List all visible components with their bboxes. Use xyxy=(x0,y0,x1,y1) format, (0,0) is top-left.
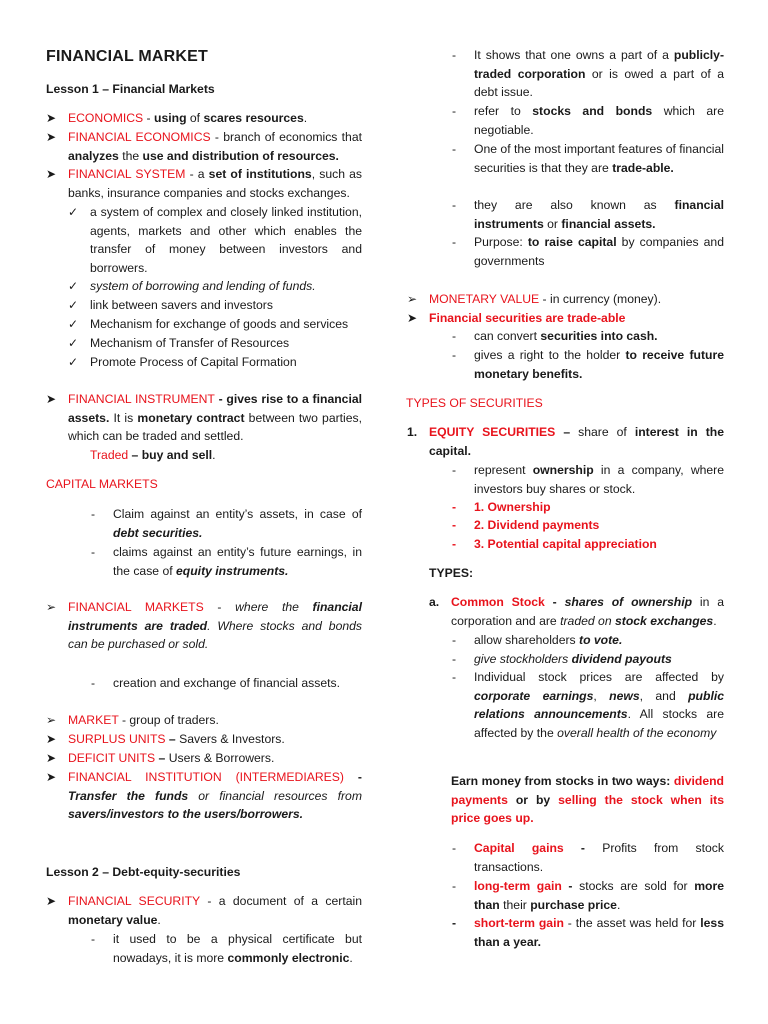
arrow-bullet-icon: ➤ xyxy=(46,770,57,784)
page-title: FINANCIAL MARKET xyxy=(46,48,209,65)
system-check-item: ✓ Mechanism for exchange of goods and services xyxy=(46,315,362,334)
types-heading: TYPES: xyxy=(429,566,474,580)
traded-line: Traded – buy and sell. xyxy=(90,448,216,462)
capital-dash-item: - claims against an entity’s future earnings, in the case of equity instruments. xyxy=(91,545,362,578)
check-icon: ✓ xyxy=(68,317,79,331)
arrow-bullet-icon: ➤ xyxy=(46,392,57,406)
surplus-units-item: ➤ SURPLUS UNITS – Savers & Investors. xyxy=(46,730,362,749)
system-check-item: ✓ link between savers and investors xyxy=(46,296,362,315)
arrow-bullet-icon: ➤ xyxy=(46,111,57,125)
deficit-units-item: ➤ DEFICIT UNITS – Users & Borrowers. xyxy=(46,749,362,768)
system-check-item: ✓ Mechanism of Transfer of Resources xyxy=(46,334,362,353)
arrow-bullet-icon: ➤ xyxy=(46,732,57,746)
equity-dash-item: - represent ownership in a company, where investors buy shares or stock. xyxy=(452,463,725,496)
financial-institution-item: ➤ FINANCIAL INSTITUTION (INTERMEDIARES) - Transfer the funds or financial resources from savers/investors to the users/borrowers. xyxy=(46,770,362,822)
common-stock-item: a. Common Stock - shares of ownership in a corporation and are traded on stock exchanges. xyxy=(429,595,724,628)
security-dash-item: - One of the most important features of financial securities is that they are trade-able. xyxy=(452,142,724,175)
financial-security-item: ➤ FINANCIAL SECURITY - a document of a certain monetary value. xyxy=(46,894,362,927)
security-dash-item: - It shows that one owns a part of a publicly-traded corporation or is owed a part of a debt issue. xyxy=(452,48,725,100)
arrow-bullet-icon: ➤ xyxy=(46,751,57,765)
financial-economics-item: ➤ FINANCIAL ECONOMICS - branch of economics that analyzes the use and distribution of resources. xyxy=(46,130,362,163)
capital-dash-item: - Claim against an entity’s assets, in case of debt securities. xyxy=(91,507,362,540)
capital-gains-item: - Capital gains - Profits from stock transactions. xyxy=(452,841,724,874)
lesson1-heading: Lesson 1 – Financial Markets xyxy=(46,82,215,96)
common-dash-item: - give stockholders dividend payouts xyxy=(452,652,672,666)
check-icon: ✓ xyxy=(68,205,79,219)
long-term-gain-item: - long-term gain - stocks are sold for more than their purchase price. xyxy=(452,879,724,912)
arrow-bullet-icon: ➤ xyxy=(46,167,57,181)
security-dash-item: - Purpose: to raise capital by companies and governments xyxy=(452,235,724,268)
equity-point: - 1. Ownership xyxy=(452,500,551,514)
system-check-item: ✓ a system of complex and closely linked institution, agents, markets and other which enables the transfer of money between investors and borrowers. xyxy=(68,205,362,275)
financial-instrument-item: ➤ FINANCIAL INSTRUMENT - gives rise to a financial assets. It is monetary contract between two parties, which can be traded and settled. xyxy=(46,392,363,444)
outline-arrow-bullet-icon: ➢ xyxy=(407,292,418,306)
security-dash-item: - refer to stocks and bonds which are negotiable. xyxy=(452,104,724,137)
system-check-item: ✓ Promote Process of Capital Formation xyxy=(46,353,362,372)
check-icon: ✓ xyxy=(68,279,79,293)
earn-money-paragraph: Earn money from stocks in two ways: dividend payments or by selling the stock when its price goes up. xyxy=(451,774,724,826)
lesson2-heading: Lesson 2 – Debt-equity-securities xyxy=(46,865,241,879)
trade-able-item: ➤ Financial securities are trade-able xyxy=(406,309,724,328)
capital-markets-heading: CAPITAL MARKETS xyxy=(46,477,158,491)
common-dash-item: - allow shareholders to vote. xyxy=(452,633,623,647)
common-dash-item: - Individual stock prices are affected by corporate earnings, news, and public relations announcements. All stocks are affected by the overall health of the economy xyxy=(452,670,724,740)
system-check-item: ✓ system of borrowing and lending of funds. xyxy=(46,277,362,296)
equity-securities-item: 1. EQUITY SECURITIES – share of interest in the capital. xyxy=(407,425,724,458)
economics-item: ➤ ECONOMICS - using of scares resources. xyxy=(46,109,362,128)
security-dash-item: - can convert securities into cash. xyxy=(452,329,658,343)
outline-arrow-bullet-icon: ➢ xyxy=(46,600,57,614)
arrow-bullet-icon: ➤ xyxy=(46,894,57,908)
check-icon: ✓ xyxy=(68,298,79,312)
check-icon: ✓ xyxy=(68,355,79,369)
arrow-bullet-icon: ➤ xyxy=(46,130,57,144)
financial-system-item: ➤ FINANCIAL SYSTEM - a set of institutions, such as banks, insurance companies and stocks exchanges. xyxy=(46,167,362,200)
market-item: ➢ MARKET - group of traders. xyxy=(46,711,362,730)
equity-point: - 2. Dividend payments xyxy=(452,518,600,532)
short-term-gain-item: - short-term gain - the asset was held for less than a year. xyxy=(452,916,724,949)
arrow-bullet-icon: ➤ xyxy=(407,311,418,325)
outline-arrow-bullet-icon: ➢ xyxy=(46,713,57,727)
check-icon: ✓ xyxy=(68,336,79,350)
financial-markets-item: ➢ FINANCIAL MARKETS - where the financial instruments are traded. Where stocks and bonds can be purchased or sold. xyxy=(46,600,362,652)
types-of-securities-heading: TYPES OF SECURITIES xyxy=(406,396,543,410)
security-dash-item: - they are also known as financial instruments or financial assets. xyxy=(452,198,724,231)
equity-point: - 3. Potential capital appreciation xyxy=(452,537,657,551)
security-dash-item: - it used to be a physical certificate but nowadays, it is more commonly electronic. xyxy=(91,932,362,965)
monetary-value-item: ➢ MONETARY VALUE - in currency (money). xyxy=(406,290,724,309)
security-dash-item: - gives a right to the holder to receive future monetary benefits. xyxy=(452,348,724,381)
creation-dash-item: - creation and exchange of financial assets. xyxy=(91,676,340,690)
